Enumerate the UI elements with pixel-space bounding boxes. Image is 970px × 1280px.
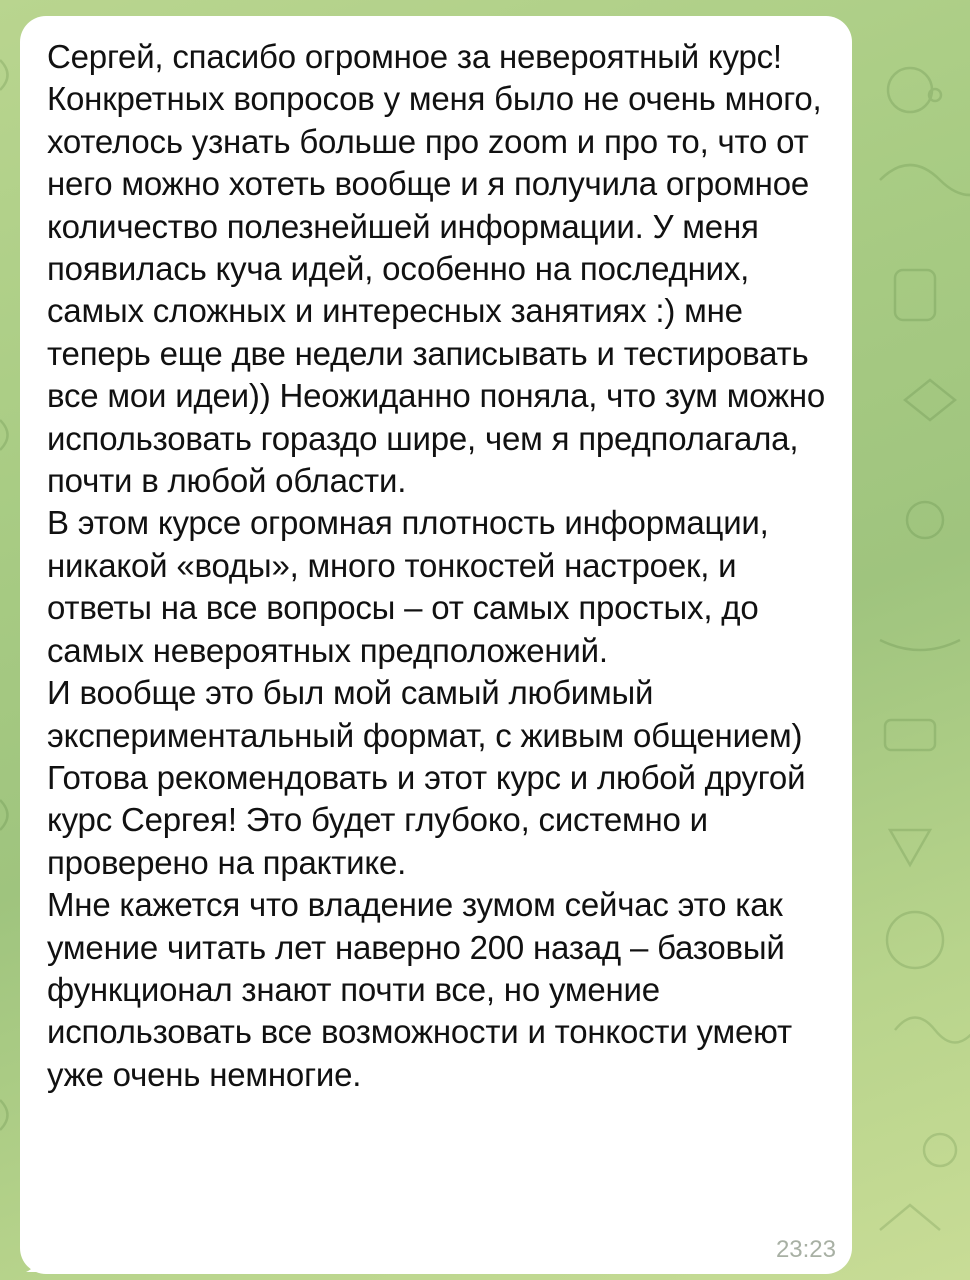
message-timestamp: 23:23 [775, 1236, 836, 1263]
message-paragraph: Мне кажется что владение зумом сейчас это как умение читать лет наверно 200 назад – базовый функционал знают почти все, но умение использовать все возможности и тонкости умеют уже очень немногие. [47, 886, 792, 1093]
message-paragraph: Готова рекомендовать и этот курс и любой другой курс Сергея! Это будет глубоко, системно и проверено на практике. [47, 758, 806, 881]
message-bubble[interactable] [20, 16, 852, 1274]
message-paragraph: Конкретных вопросов у меня было не очень много, хотелось узнать больше про zoom и про то, что от него можно хотеть вообще и я получила огромное количество полезнейшей информации. У меня появилась куча идей, особенно на последних, самых сложных и интересных занятиях :) мне теперь еще две недели записывать и тестировать все мои идеи)) Неожиданно поняла, что зум можно использовать гораздо шире, чем я предполагала, почти в любой области. [47, 80, 826, 500]
message-paragraph: В этом курсе огромная плотность информации, никакой «воды», много тонкостей настроек, и ответы на все вопросы – от самых простых, до самых невероятных предположений. [47, 504, 769, 669]
message-paragraph: И вообще это был мой самый любимый экспериментальный формат, с живым общением) [47, 674, 803, 754]
bubble-tail-icon [26, 1248, 50, 1272]
message-paragraph: Сергей, спасибо огромное за невероятный курс! [47, 38, 782, 75]
message-text [47, 36, 837, 1096]
